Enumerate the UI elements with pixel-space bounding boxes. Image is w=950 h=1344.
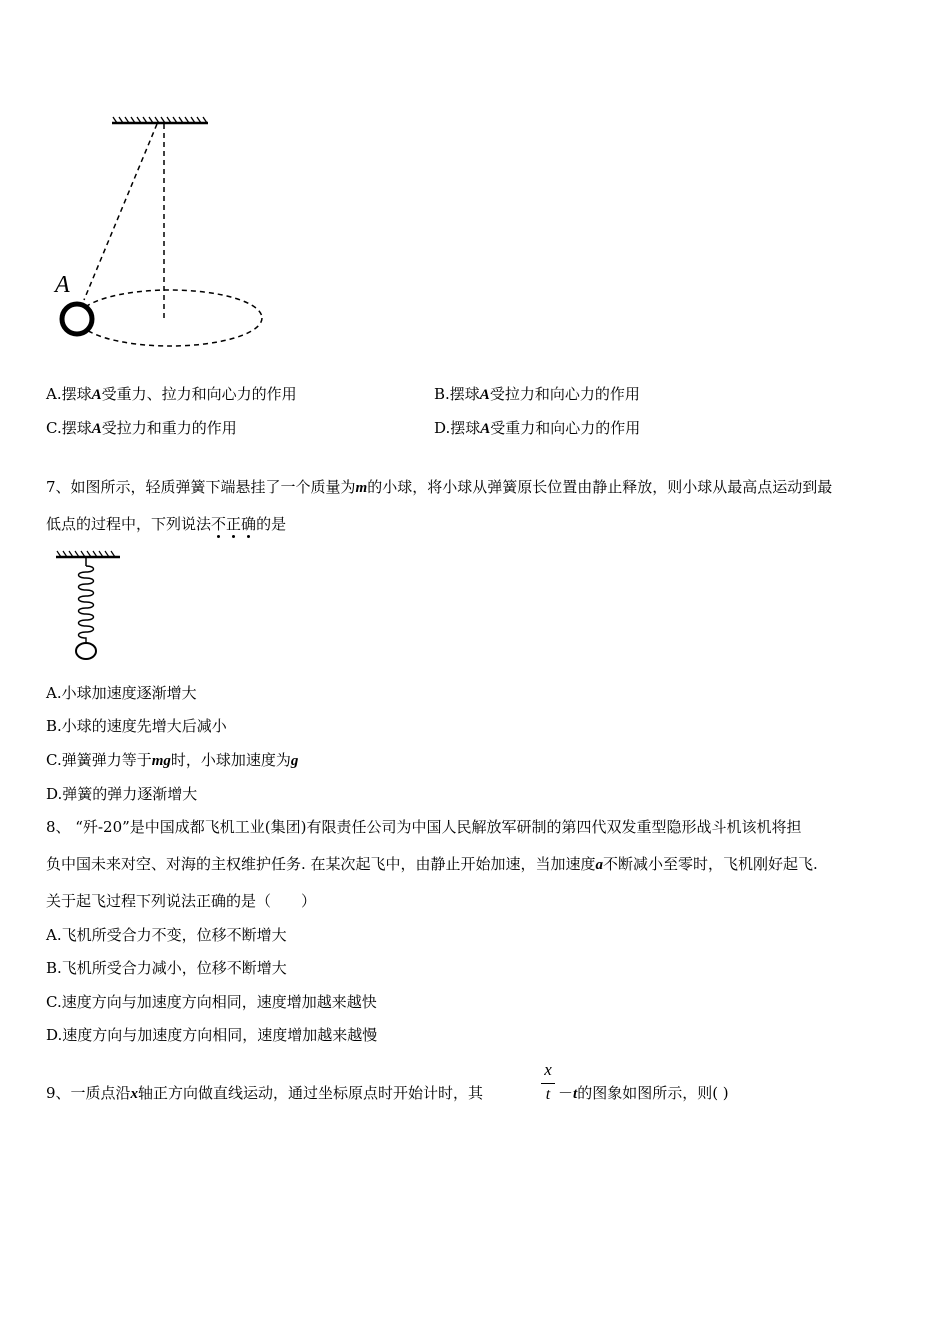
q6-option-b: B.摆球A受拉力和向心力的作用 xyxy=(434,385,640,403)
q9-fraction-bar xyxy=(541,1083,555,1084)
q7-stem-line2: 低点的过程中，下列说法不正确的是 xyxy=(46,515,287,533)
q6-option-d: D.摆球A受重力和向心力的作用 xyxy=(434,419,641,437)
q7-option-d: D.弹簧的弹力逐渐增大 xyxy=(46,785,198,803)
q8-option-b: B.飞机所受合力减小，位移不断增大 xyxy=(46,959,287,977)
q7-option-b: B.小球的速度先增大后减小 xyxy=(46,717,227,735)
q8-stem-line3: 关于起飞过程下列说法正确的是（ ） xyxy=(46,892,317,910)
q7-option-c: C.弹簧弹力等于mg时，小球加速度为g xyxy=(46,751,299,769)
q8-option-a: A.飞机所受合力不变，位移不断增大 xyxy=(46,926,287,944)
q8-option-c: C.速度方向与加速度方向相同，速度增加越来越快 xyxy=(46,993,377,1011)
q9-stem-post: －t的图象如图所示，则( ) xyxy=(558,1084,729,1102)
spring-coil xyxy=(79,566,94,644)
q8-stem-line2: 负中国未来对空、对海的主权维护任务. 在某次起飞中，由静止开始加速，当加速度a不断减小至零时，飞机刚好起飞. xyxy=(46,855,818,873)
q7-stem-line1: 7、如图所示，轻质弹簧下端悬挂了一个质量为m的小球，将小球从弹簧原长位置由静止释放，则小球从最高点运动到最 xyxy=(46,478,833,496)
q6-option-a: A.摆球A受重力、拉力和向心力的作用 xyxy=(46,385,297,403)
spring-ball xyxy=(76,643,96,659)
q6-option-c: C.摆球A受拉力和重力的作用 xyxy=(46,419,237,437)
q9-fraction-numerator: x xyxy=(544,1060,552,1079)
q9-fraction-denominator: t xyxy=(545,1086,551,1103)
q8-stem-line1: 8、 “歼-20”是中国成都飞机工业(集团)有限责任公司为中国人民解放军研制的第四代双发重型隐形战斗机该机将担 xyxy=(46,818,802,836)
q9-stem-pre: 9、一质点沿x轴正方向做直线运动，通过坐标原点时开始计时，其 xyxy=(46,1084,484,1102)
q7-option-a: A.小球加速度逐渐增大 xyxy=(46,684,197,702)
ball-label: A xyxy=(55,272,70,298)
q8-option-d: D.速度方向与加速度方向相同，速度增加越来越慢 xyxy=(46,1026,378,1044)
